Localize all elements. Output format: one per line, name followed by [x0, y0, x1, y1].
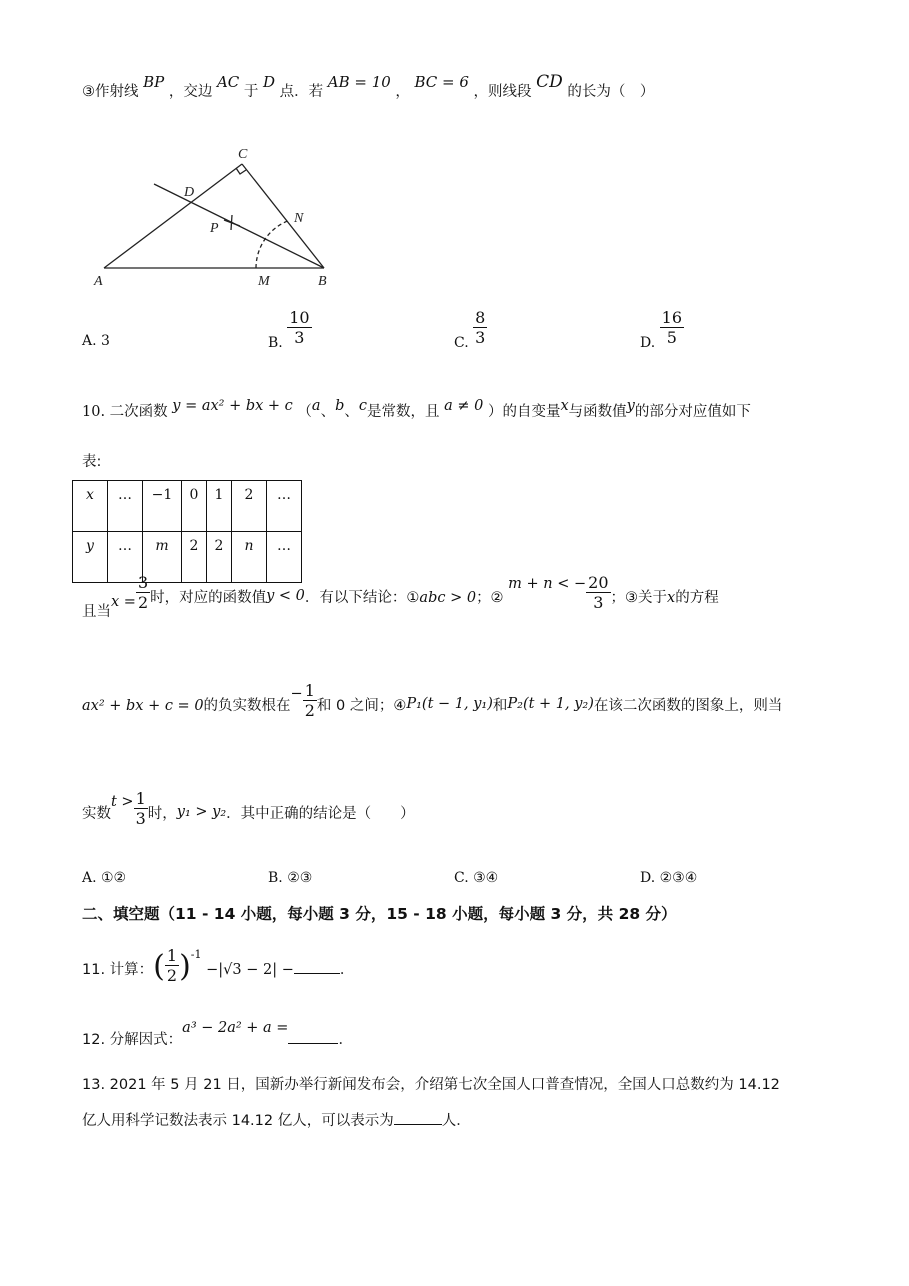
q10-math: abc > 0 [419, 589, 477, 606]
q9-option-b[interactable] [268, 308, 312, 351]
q9-bc: BC = 6 [414, 73, 469, 91]
section-heading: 二、填空题（11 - 14 小题，每小题 3 分，15 - 18 小题，每小题 3 分，共 28 分） [82, 905, 677, 923]
triangle-figure [90, 140, 350, 292]
q10-text: ．有以下结论：① [304, 589, 420, 606]
q10-text: 时， [147, 805, 177, 822]
q9-point: D [262, 73, 276, 91]
q9-side: AC [216, 73, 240, 91]
q10-line1 [82, 400, 751, 421]
q10-math: P₂(t + 1, y₂) [507, 695, 594, 712]
q10-math: P₁(t − 1, y₁) [406, 695, 493, 712]
q10-option-b[interactable]: B. ②③ [268, 870, 313, 886]
q11-end: ． [339, 962, 355, 978]
q9-ray: BP [143, 73, 165, 91]
paren-right: ) [179, 949, 191, 984]
var-y: y [626, 398, 635, 414]
q10-text: ．其中正确的结论是（ ） [226, 805, 415, 822]
value-table [72, 480, 302, 583]
q10-condition: a ≠ 0 [444, 398, 484, 414]
table-cell: n [232, 532, 267, 583]
table-cell: … [108, 481, 143, 532]
table-cell: m [143, 532, 182, 583]
right-angle-mark [236, 168, 246, 174]
q13-line2 [82, 1109, 471, 1130]
numerator: 1 [135, 789, 146, 808]
q9-text: ，则线段 [473, 84, 532, 100]
paren-left: ( [153, 949, 165, 984]
label-c: C [238, 147, 248, 162]
fraction [473, 309, 487, 348]
table-cell: 2 [232, 481, 267, 532]
q10-math: − [290, 685, 303, 702]
exponent: -1 [190, 948, 202, 961]
label-b: B [318, 274, 327, 289]
q10-text: ）的自变量 [487, 404, 561, 420]
q10-math: t > [111, 793, 134, 810]
denominator: 5 [666, 328, 677, 347]
label-a: A [94, 274, 103, 289]
q10-text: 是常数，且 [366, 404, 440, 420]
fraction [136, 574, 150, 613]
option-letter: B. [268, 334, 283, 351]
q13-line1: 13. 2021 年 5 月 21 日，国新办举行新闻发布会，介绍第七次全国人口普查情况，全国人口总数约为 14.12 [82, 1077, 780, 1093]
q11-expression: −|√3 − 2| − [206, 962, 294, 978]
var-a: a [311, 398, 321, 414]
label-p: P [210, 221, 219, 236]
q9-tail-line [82, 72, 655, 101]
q13-text: 人． [441, 1113, 471, 1129]
table-row-x [73, 481, 302, 532]
numerator: 10 [289, 308, 310, 327]
q10-text: 和 [492, 697, 508, 714]
label-n: N [294, 211, 304, 226]
denominator: 3 [475, 328, 486, 347]
option-letter: C. [454, 334, 469, 351]
q10-text: 和 0 之间；④ [316, 697, 407, 714]
question-number: 11. 计算： [82, 962, 154, 978]
option-letter: D. [640, 334, 656, 351]
table-cell: 0 [182, 481, 207, 532]
numerator: 3 [137, 573, 149, 592]
label-d: D [184, 185, 195, 200]
q10-text: 与函数值 [568, 404, 627, 420]
table-cell: y [73, 532, 108, 583]
table-cell: 1 [207, 481, 232, 532]
answer-blank[interactable] [394, 1110, 442, 1125]
q11-line [82, 943, 354, 986]
q9-text: 点．若 [279, 84, 324, 100]
segment-ac [104, 164, 242, 268]
q10-text: 在该二次函数的图象上，则当 [593, 697, 783, 714]
q10-line3 [82, 682, 782, 721]
table-cell: 2 [182, 532, 207, 583]
var-x: x [560, 398, 569, 414]
table-cell: … [267, 481, 302, 532]
q9-cd: CD [536, 72, 563, 92]
denominator: 2 [137, 593, 149, 612]
segment-cb [242, 164, 324, 268]
q10-text: 、 [320, 404, 336, 420]
q9-text-lead: ③作射线 [82, 84, 139, 100]
q10-function: y = ax² + bx + c [172, 398, 293, 414]
q10-line1b: 表: [82, 454, 102, 470]
denominator: 3 [593, 593, 604, 612]
q10-line4 [82, 790, 415, 829]
q9-option-a[interactable]: A. 3 [82, 333, 110, 349]
q10-text: 、 [344, 404, 359, 420]
answer-blank[interactable] [288, 1029, 338, 1044]
q9-text: ， [395, 84, 410, 100]
q10-line2 [82, 573, 719, 620]
q10-option-a[interactable]: A. ①② [82, 870, 127, 886]
numerator: 8 [475, 308, 486, 327]
q10-text: （ [297, 404, 312, 420]
q13-text: 亿人用科学记数法表示 14.12 亿人，可以表示为 [82, 1113, 394, 1129]
question-number: 10. [82, 404, 106, 420]
fraction [165, 947, 179, 986]
table-cell: −1 [143, 481, 182, 532]
var-b: b [335, 398, 345, 414]
q10-text: 二次函数 [109, 404, 168, 420]
q10-math: m + n < − [508, 575, 587, 592]
fraction [134, 790, 148, 829]
q10-math: y < 0 [266, 587, 305, 604]
q9-text-end: 的长为（ ） [567, 84, 655, 100]
q10-option-c[interactable]: C. ③④ [454, 870, 499, 886]
q12-expression: a³ − 2a² + a = [182, 1020, 289, 1036]
q10-math: x [667, 589, 676, 606]
table-cell: … [108, 532, 143, 583]
denominator: 3 [135, 809, 146, 828]
q12-line [82, 1016, 353, 1048]
q10-math: y₁ > y₂ [176, 803, 227, 820]
numerator: 16 [661, 308, 682, 327]
q10-text: 时，对应的函数值 [150, 589, 267, 606]
fraction [303, 682, 317, 721]
q10-text: 实数 [82, 805, 111, 822]
table-cell: … [267, 532, 302, 583]
q10-text: 的部分对应值如下 [634, 404, 751, 420]
q9-ab: AB = 10 [327, 73, 391, 91]
q10-text: 且当 [82, 603, 111, 620]
numerator: 1 [166, 945, 178, 965]
var-c: c [358, 398, 367, 414]
label-m: M [258, 274, 270, 289]
q12-end: ． [338, 1032, 353, 1048]
fraction [586, 574, 610, 613]
numerator: 1 [304, 681, 315, 700]
question-number: 12. 分解因式： [82, 1032, 183, 1048]
compass-arc [256, 220, 290, 268]
q10-option-d[interactable]: D. ②③④ [640, 870, 698, 886]
table-cell: 2 [207, 532, 232, 583]
numerator: 20 [588, 573, 609, 592]
denominator: 2 [166, 965, 178, 985]
q10-math: ax² + bx + c = 0 [82, 697, 204, 714]
q10-math: x = [111, 593, 136, 610]
q9-option-d[interactable] [640, 308, 684, 351]
q10-text: 的负实数根在 [203, 697, 291, 714]
q9-text: 于 [243, 84, 259, 100]
arc-mark-2 [231, 215, 232, 230]
q10-text: ；② [476, 589, 504, 606]
q9-option-c[interactable] [454, 308, 487, 351]
q9-text: ，交边 [168, 84, 213, 100]
answer-blank[interactable] [294, 959, 340, 974]
table-cell: x [73, 481, 108, 532]
fraction [287, 309, 311, 348]
denominator: 3 [294, 328, 305, 347]
fraction [660, 309, 684, 348]
q10-text: ；③关于 [610, 589, 668, 606]
q10-text: 的方程 [675, 589, 719, 606]
denominator: 2 [304, 701, 315, 720]
